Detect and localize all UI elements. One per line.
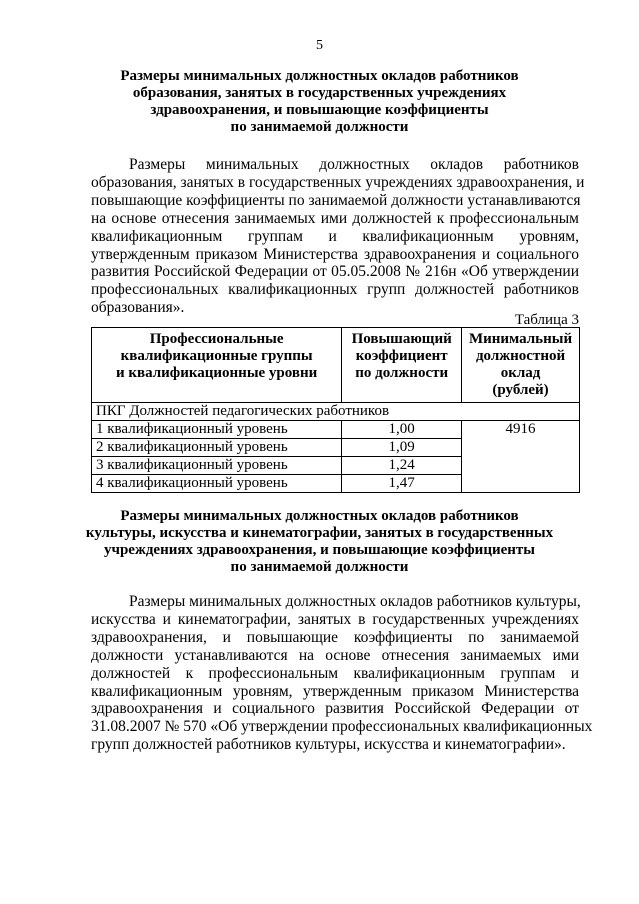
coef-cell: 1,00: [342, 421, 462, 439]
table-caption: Таблица 3: [514, 312, 579, 328]
paragraph-line: искусства и кинематографии, занятых в государственных учреждениях: [91, 610, 579, 628]
table-header-row: [92, 328, 580, 403]
level-cell: 4 квалификационный уровень: [92, 475, 342, 493]
paragraph-line: должностей к профессиональным квалификационным группам и: [91, 664, 579, 682]
paragraph-line: 31.08.2007 № 570 «Об утверждении профессиональных квалификационных: [91, 718, 593, 736]
table-group-row: [92, 403, 580, 421]
page-number: 5: [316, 38, 323, 53]
heading-line: образования, занятых в государственных учреждениях: [132, 85, 507, 101]
paragraph-line: профессиональных квалификационных групп должностей работников: [91, 281, 579, 299]
paragraph-line: здравоохранения, и повышающие коэффициенты по занимаемой: [91, 628, 579, 646]
coef-cell: 1,47: [342, 475, 462, 493]
paragraph-line: должности устанавливаются на основе отнесения занимаемых ими: [91, 646, 579, 664]
heading-line: Размеры минимальных должностных окладов работников: [120, 508, 519, 524]
table-row: [92, 421, 580, 439]
section1-heading: [70, 68, 569, 136]
header-cell-salary: Минимальный должностной оклад (рублей): [462, 328, 580, 403]
salary-table: [91, 327, 580, 493]
level-cell: 3 квалификационный уровень: [92, 457, 342, 475]
section1-paragraph: [91, 156, 585, 317]
heading-line: учреждениях здравоохранения, и повышающие коэффициенты: [104, 542, 535, 558]
heading-line: здравоохранения, и повышающие коэффициенты: [150, 102, 489, 118]
paragraph-line: повышающие коэффициенты по занимаемой должности устанавливаются: [91, 191, 581, 209]
heading-line: культуры, искусства и кинематографии, занятых в государственных: [85, 525, 554, 541]
paragraph-line: Размеры минимальных должностных окладов работников культуры,: [129, 593, 581, 610]
section2-paragraph: [91, 593, 593, 754]
header-cell-groups: Профессиональные квалификационные группы и квалификационные уровни: [92, 328, 342, 403]
paragraph-line: Размеры минимальных должностных окладов работников: [129, 156, 579, 173]
group-label: ПКГ Должностей педагогических работников: [92, 403, 580, 421]
paragraph-line: квалификационным уровням, утвержденным приказом Министерства: [91, 682, 579, 700]
paragraph-line: образования, занятых в государственных учреждениях здравоохранения, и: [91, 173, 585, 191]
paragraph-line: утвержденным приказом Министерства здравоохранения и социального: [91, 245, 579, 263]
paragraph-line: квалификационным группам и квалификационным уровням,: [91, 227, 579, 245]
paragraph-line: здравоохранения и социального развития Российской Федерации от: [91, 700, 579, 718]
paragraph-line: образования».: [91, 299, 185, 317]
level-cell: 1 квалификационный уровень: [92, 421, 342, 439]
heading-line: Размеры минимальных должностных окладов работников: [120, 68, 519, 84]
salary-cell: 4916: [462, 421, 580, 493]
coef-cell: 1,24: [342, 457, 462, 475]
section2-heading: [70, 508, 569, 576]
heading-line: по занимаемой должности: [230, 119, 409, 135]
paragraph-line: групп должностей работников культуры, искусства и кинематографии».: [91, 736, 566, 754]
paragraph-line: на основе отнесения занимаемых ими должностей к профессиональным: [91, 209, 579, 227]
heading-line: по занимаемой должности: [230, 559, 409, 575]
paragraph-line: развития Российской Федерации от 05.05.2008 № 216н «Об утверждении: [91, 263, 579, 281]
header-cell-coef: Повышающий коэффициент по должности: [342, 328, 462, 403]
coef-cell: 1,09: [342, 439, 462, 457]
level-cell: 2 квалификационный уровень: [92, 439, 342, 457]
